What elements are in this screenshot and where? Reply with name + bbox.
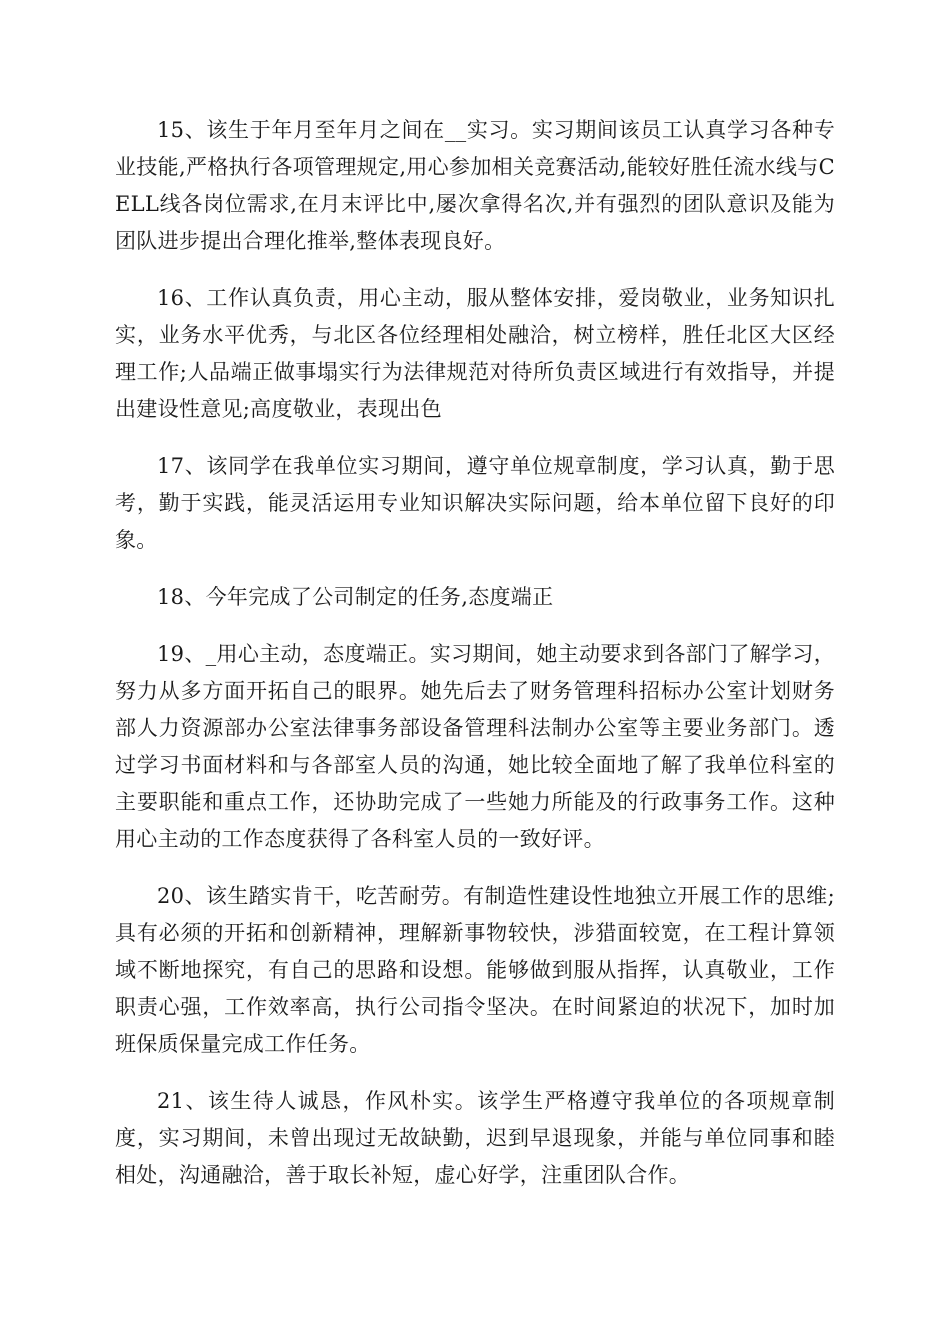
- paragraph-17: 17、该同学在我单位实习期间，遵守单位规章制度，学习认真，勤于思考，勤于实践，能灵活运用专业知识解决实际问题，给本单位留下良好的印象。: [115, 454, 835, 552]
- paragraph-20: 20、该生踏实肯干，吃苦耐劳。有制造性建设性地独立开展工作的思维;具有必须的开拓和创新精神，理解新事物较快，涉猎面较宽，在工程计算领域不断地探究，有自己的思路和设想。能够做到服从指挥，认真敬业，工作职责心强，工作效率高，执行公司指令坚决。在时间紧迫的状况下，加时加班保质保量完成工作任务。: [115, 884, 835, 1056]
- paragraph-21: 21、该生待人诚恳，作风朴实。该学生严格遵守我单位的各项规章制度，实习期间，未曾出现过无故缺勤，迟到早退现象，并能与单位同事和睦相处，沟通融洽，善于取长补短，虚心好学，注重团队合作。: [115, 1089, 835, 1187]
- paragraph-16: 16、工作认真负责，用心主动，服从整体安排，爱岗敬业，业务知识扎实，业务水平优秀，与北区各位经理相处融洽，树立榜样，胜任北区大区经理工作;人品端正做事塌实行为法律规范对待所负责区域进行有效指导，并提出建设性意见;高度敬业，表现出色: [115, 286, 835, 421]
- paragraph-15: 15、该生于年月至年月之间在__实习。实习期间该员工认真学习各种专业技能,严格执行各项管理规定,用心参加相关竞赛活动,能较好胜任流水线与CELL线各岗位需求,在月末评比中,屡次拿得名次,并有强烈的团队意识及能为团队进步提出合理化推举,整体表现良好。: [115, 118, 835, 253]
- document-body: [115, 112, 835, 1214]
- paragraph-18: 18、今年完成了公司制定的任务,态度端正: [157, 585, 554, 609]
- paragraph-19: 19、_用心主动，态度端正。实习期间，她主动要求到各部门了解学习，努力从多方面开拓自己的眼界。她先后去了财务管理科招标办公室计划财务部人力资源部办公室法律事务部设备管理科法制办公室等主要业务部门。透过学习书面材料和与各部室人员的沟通，她比较全面地了解了我单位科室的主要职能和重点工作，还协助完成了一些她力所能及的行政事务工作。这种用心主动的工作态度获得了各科室人员的一致好评。: [115, 642, 835, 851]
